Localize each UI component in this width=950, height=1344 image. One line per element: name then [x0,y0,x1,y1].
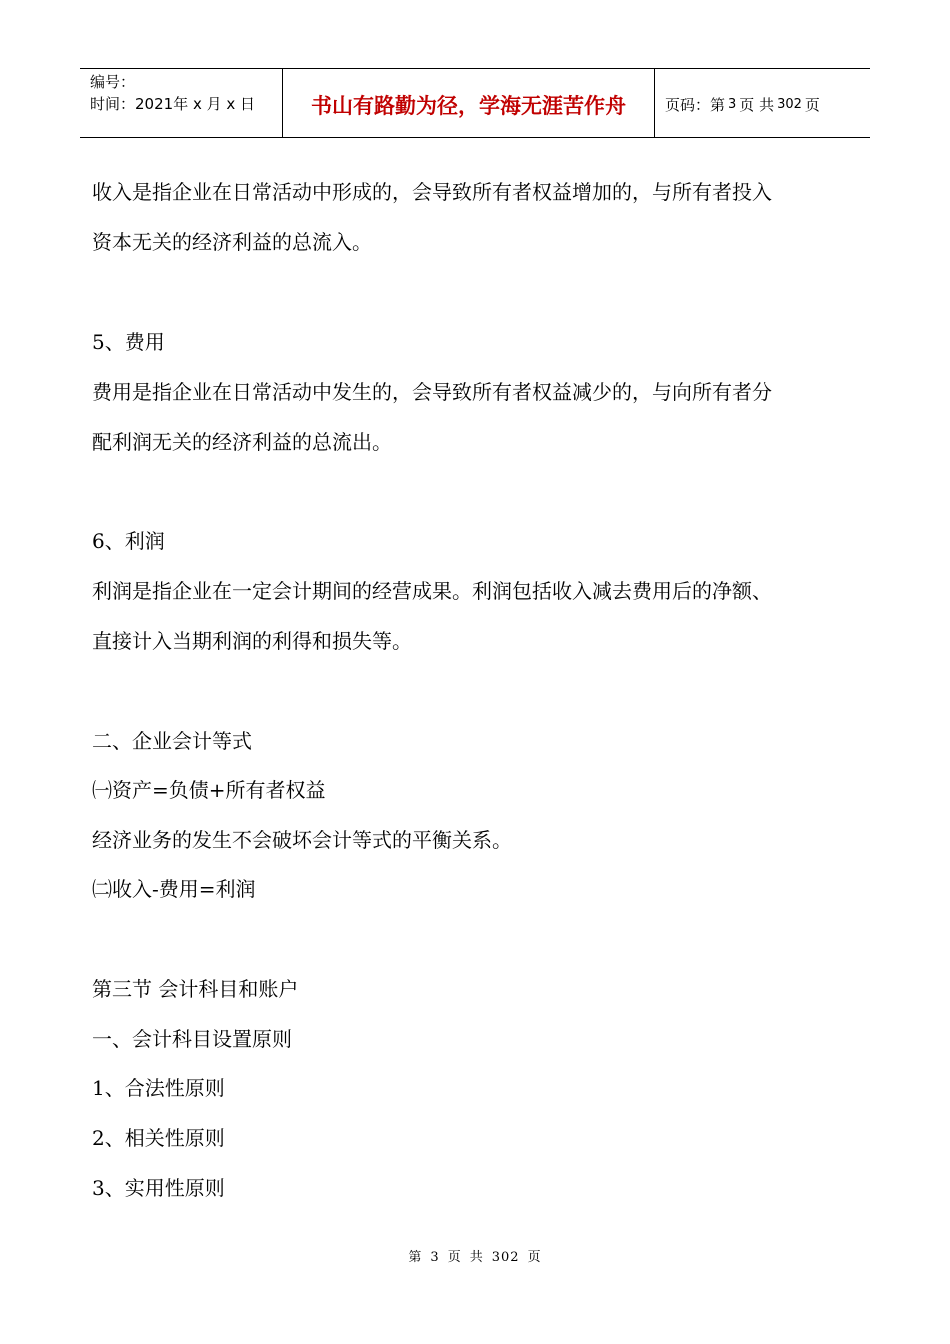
paragraph-line: 资本无关的经济利益的总流入。 [92,230,372,254]
list-item: 1、合法性原则 [92,1076,225,1100]
paragraph-line: 配利润无关的经济利益的总流出。 [92,430,392,454]
page-footer: 第 3 页 共 302 页 [408,1250,542,1265]
equation-line: ㈡收入-费用=利润 [92,877,256,901]
list-item: 2、相关性原则 [92,1126,225,1150]
header-motto: 书山有路勤为径，学海无涯苦作舟 [282,69,655,137]
header-page-number: 页码：第 3 页 共 302 页 [665,95,820,114]
section-heading: 二、企业会计等式 [92,729,252,753]
page-header [80,68,870,138]
paragraph-line: 收入是指企业在日常活动中形成的，会导致所有者权益增加的，与所有者投入 [92,180,772,204]
document-id-label: 编号： [90,73,136,91]
section-heading: 一、会计科目设置原则 [92,1027,292,1051]
document-date: 时间：2021年 x 月 x 日 [90,95,256,113]
paragraph-line: 经济业务的发生不会破坏会计等式的平衡关系。 [92,828,512,852]
paragraph-line: 直接计入当期利润的利得和损失等。 [92,629,412,653]
section-heading: 6、利润 [92,529,165,553]
section-heading: 5、费用 [92,330,165,354]
paragraph-line: 费用是指企业在日常活动中发生的，会导致所有者权益减少的，与向所有者分 [92,380,772,404]
paragraph-line: 利润是指企业在一定会计期间的经营成果。利润包括收入减去费用后的净额、 [92,579,772,603]
header-meta [80,69,282,137]
equation-line: ㈠资产=负债+所有者权益 [92,778,326,802]
list-item: 3、实用性原则 [92,1176,225,1200]
chapter-heading: 第三节 会计科目和账户 [92,977,299,1001]
